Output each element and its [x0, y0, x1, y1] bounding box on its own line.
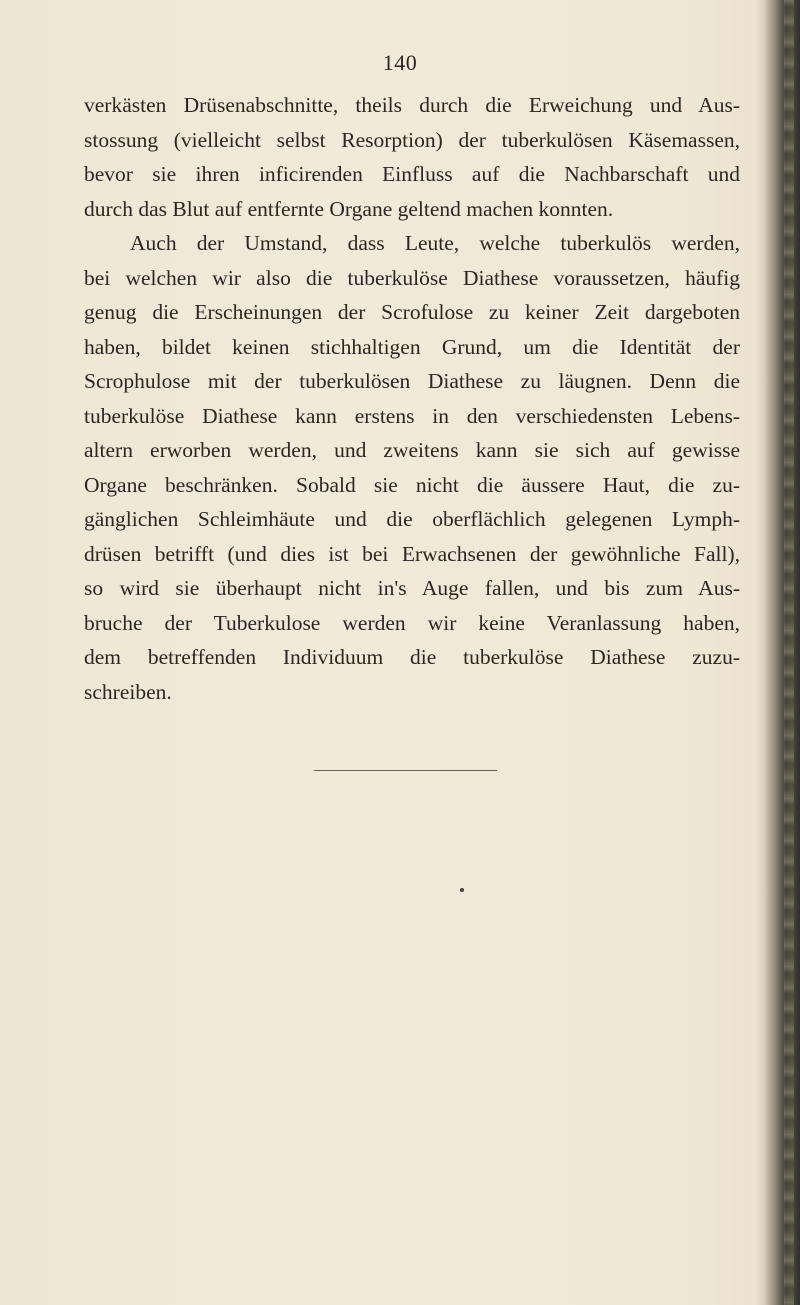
- text-line: bei welchen wir also die tuberkulöse Diathese voraussetzen, häufig: [84, 265, 740, 290]
- paper-speck: [460, 888, 464, 892]
- section-end-rule: [314, 770, 497, 771]
- text-line: schreiben.: [84, 679, 172, 704]
- page-number: 140: [382, 50, 418, 75]
- text-line: bruche der Tuberkulose werden wir keine Veranlassung haben,: [84, 610, 740, 635]
- text-line: gänglichen Schleimhäute und die oberflächlich gelegenen Lymph-: [84, 507, 740, 531]
- text-line: drüsen betrifft (und dies ist bei Erwachsenen der gewöhnliche Fall),: [84, 541, 740, 566]
- paragraph-start-line: Auch der Umstand, dass Leute, welche tuberkulös werden,: [130, 231, 740, 255]
- text-line: verkästen Drüsenabschnitte, theils durch die Erweichung und Aus-: [84, 93, 740, 117]
- text-line: genug die Erscheinungen der Scrofulose zu keiner Zeit dargeboten: [84, 300, 740, 324]
- text-line: durch das Blut auf entfernte Organe geltend machen konnten.: [84, 196, 614, 221]
- text-line: bevor sie ihren inficirenden Einfluss auf die Nachbarschaft und: [84, 162, 740, 186]
- page-binding-edge: [756, 0, 800, 1305]
- text-line: altern erworben werden, und zweitens kann sie sich auf gewisse: [84, 438, 740, 462]
- text-line: tuberkulöse Diathese kann erstens in den verschiedensten Lebens-: [84, 403, 740, 428]
- text-line: Scrophulose mit der tuberkulösen Diathese zu läugnen. Denn die: [84, 369, 740, 393]
- text-line: so wird sie überhaupt nicht in's Auge fallen, und bis zum Aus-: [84, 576, 740, 600]
- text-line: stossung (vielleicht selbst Resorption) der tuberkulösen Käsemassen,: [84, 127, 740, 152]
- text-line: haben, bildet keinen stichhaltigen Grund, um die Identität der: [84, 334, 740, 359]
- text-line: dem betreffenden Individuum die tuberkulöse Diathese zuzu-: [84, 645, 740, 669]
- text-line: Organe beschränken. Sobald sie nicht die äussere Haut, die zu-: [84, 472, 740, 497]
- body-text: [84, 88, 740, 709]
